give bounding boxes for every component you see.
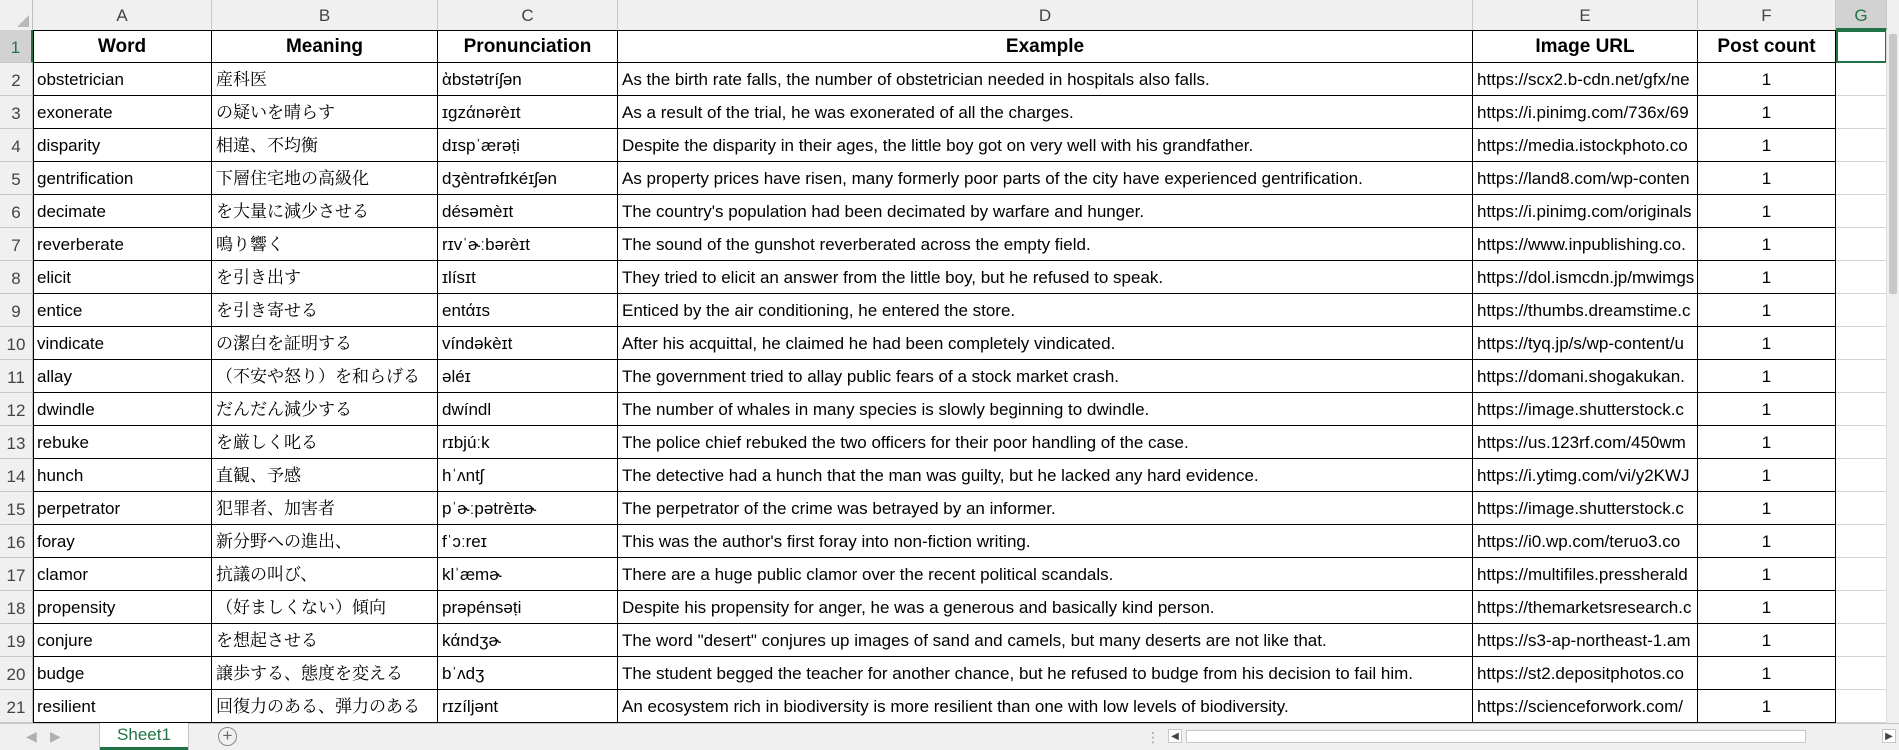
cell-word[interactable]: perpetrator bbox=[33, 492, 212, 525]
cell-count[interactable]: 1 bbox=[1698, 360, 1836, 393]
cell-empty[interactable] bbox=[1836, 228, 1887, 261]
cell-meaning[interactable]: （不安や怒り）を和らげる bbox=[212, 360, 438, 393]
cell-meaning[interactable]: 直観、予感 bbox=[212, 459, 438, 492]
cell-count[interactable]: 1 bbox=[1698, 294, 1836, 327]
cell-pron[interactable]: víndəkèɪt bbox=[438, 327, 618, 360]
row-header[interactable]: 2 bbox=[0, 63, 33, 96]
column-header-d[interactable]: D bbox=[618, 0, 1473, 30]
cell-meaning[interactable]: を厳しく叱る bbox=[212, 426, 438, 459]
cell-count[interactable]: 1 bbox=[1698, 129, 1836, 162]
cell-example[interactable]: As property prices have risen, many formerly poor parts of the city have experienced gentrification. bbox=[618, 162, 1473, 195]
cell-empty[interactable] bbox=[1836, 294, 1887, 327]
cell-empty[interactable] bbox=[1836, 393, 1887, 426]
cell-pron[interactable]: bˈʌdʒ bbox=[438, 657, 618, 690]
cell-pron[interactable]: klˈæmɚ bbox=[438, 558, 618, 591]
cell-example[interactable]: The number of whales in many species is slowly beginning to dwindle. bbox=[618, 393, 1473, 426]
cell-empty[interactable] bbox=[1836, 591, 1887, 624]
cell-url[interactable]: https://image.shutterstock.c bbox=[1473, 492, 1698, 525]
cell-url[interactable]: https://www.inpublishing.co. bbox=[1473, 228, 1698, 261]
cell-count[interactable]: 1 bbox=[1698, 492, 1836, 525]
next-sheet-icon[interactable]: ▶ bbox=[50, 728, 61, 744]
cell-word[interactable]: rebuke bbox=[33, 426, 212, 459]
cell-meaning[interactable]: 譲歩する、態度を変える bbox=[212, 657, 438, 690]
cell-url[interactable]: https://tyq.jp/s/wp-content/u bbox=[1473, 327, 1698, 360]
row-header[interactable]: 8 bbox=[0, 261, 33, 294]
row-header[interactable]: 11 bbox=[0, 360, 33, 393]
cell-count[interactable]: 1 bbox=[1698, 459, 1836, 492]
cell-count[interactable]: 1 bbox=[1698, 63, 1836, 96]
cell-meaning[interactable]: 鳴り響く bbox=[212, 228, 438, 261]
row-header[interactable]: 15 bbox=[0, 492, 33, 525]
cell-example[interactable]: The student begged the teacher for another chance, but he refused to budge from his decision to fail him. bbox=[618, 657, 1473, 690]
cell-count[interactable]: 1 bbox=[1698, 195, 1836, 228]
cell-example[interactable]: The detective had a hunch that the man was guilty, but he lacked any hard evidence. bbox=[618, 459, 1473, 492]
cell-count[interactable]: 1 bbox=[1698, 162, 1836, 195]
cell-word[interactable]: elicit bbox=[33, 261, 212, 294]
cell-count[interactable]: 1 bbox=[1698, 591, 1836, 624]
cell-url[interactable]: https://us.123rf.com/450wm bbox=[1473, 426, 1698, 459]
cell-url[interactable]: https://image.shutterstock.c bbox=[1473, 393, 1698, 426]
table-border-left bbox=[33, 30, 34, 723]
cell-count[interactable]: 1 bbox=[1698, 525, 1836, 558]
column-header-a[interactable]: A bbox=[33, 0, 212, 30]
cell-empty[interactable] bbox=[1836, 624, 1887, 657]
active-cell-g1[interactable] bbox=[1836, 30, 1887, 63]
cell-pron[interactable]: entάɪs bbox=[438, 294, 618, 327]
cell-example[interactable]: The government tried to allay public fears of a stock market crash. bbox=[618, 360, 1473, 393]
cell-count[interactable]: 1 bbox=[1698, 96, 1836, 129]
cell-empty[interactable] bbox=[1836, 327, 1887, 360]
cell-example[interactable]: Despite his propensity for anger, he was a generous and basically kind person. bbox=[618, 591, 1473, 624]
cell-word[interactable]: propensity bbox=[33, 591, 212, 624]
cell-example[interactable]: As a result of the trial, he was exonerated of all the charges. bbox=[618, 96, 1473, 129]
row-header[interactable]: 10 bbox=[0, 327, 33, 360]
cell-empty[interactable] bbox=[1836, 426, 1887, 459]
cell-word[interactable]: entice bbox=[33, 294, 212, 327]
column-header-f[interactable]: F bbox=[1698, 0, 1836, 30]
cell-example[interactable]: Despite the disparity in their ages, the little boy got on very well with his grandfather. bbox=[618, 129, 1473, 162]
horizontal-scroll-thumb[interactable] bbox=[1186, 730, 1806, 743]
cell-meaning[interactable]: 産科医 bbox=[212, 63, 438, 96]
column-header-b[interactable]: B bbox=[212, 0, 438, 30]
cell-meaning[interactable]: 抗議の叫び、 bbox=[212, 558, 438, 591]
column-header-c[interactable]: C bbox=[438, 0, 618, 30]
row-header[interactable]: 21 bbox=[0, 690, 33, 723]
cell-meaning[interactable]: の潔白を証明する bbox=[212, 327, 438, 360]
cell-word[interactable]: budge bbox=[33, 657, 212, 690]
cell-example[interactable]: The word "desert" conjures up images of sand and camels, but many deserts are not like that. bbox=[618, 624, 1473, 657]
select-all-corner[interactable] bbox=[0, 0, 33, 30]
cell-empty[interactable] bbox=[1836, 492, 1887, 525]
row-header[interactable]: 3 bbox=[0, 96, 33, 129]
cell-empty[interactable] bbox=[1836, 690, 1887, 723]
cell-url[interactable]: https://dol.ismcdn.jp/mwimgs bbox=[1473, 261, 1698, 294]
cell-empty[interactable] bbox=[1836, 657, 1887, 690]
cell-meaning[interactable]: 下層住宅地の高級化 bbox=[212, 162, 438, 195]
header-cell-pron[interactable]: Pronunciation bbox=[438, 30, 618, 63]
cell-url[interactable]: https://s3-ap-northeast-1.am bbox=[1473, 624, 1698, 657]
cell-word[interactable]: decimate bbox=[33, 195, 212, 228]
cell-pron[interactable]: fˈɔːreɪ bbox=[438, 525, 618, 558]
cell-example[interactable]: The country's population had been decimated by warfare and hunger. bbox=[618, 195, 1473, 228]
row-header[interactable]: 1 bbox=[0, 30, 33, 63]
cell-url[interactable]: https://land8.com/wp-conten bbox=[1473, 162, 1698, 195]
cell-meaning[interactable]: の疑いを晴らす bbox=[212, 96, 438, 129]
column-header-g[interactable]: G bbox=[1836, 0, 1887, 30]
row-header[interactable]: 5 bbox=[0, 162, 33, 195]
cell-meaning[interactable]: だんだん減少する bbox=[212, 393, 438, 426]
cell-url[interactable]: https://media.istockphoto.co bbox=[1473, 129, 1698, 162]
cell-word[interactable]: foray bbox=[33, 525, 212, 558]
row-header[interactable]: 9 bbox=[0, 294, 33, 327]
cell-pron[interactable]: prəpénsəṭi bbox=[438, 591, 618, 624]
cell-url[interactable]: https://domani.shogakukan. bbox=[1473, 360, 1698, 393]
cell-empty[interactable] bbox=[1836, 261, 1887, 294]
cell-empty[interactable] bbox=[1836, 96, 1887, 129]
cell-word[interactable]: resilient bbox=[33, 690, 212, 723]
cell-meaning[interactable]: を想起させる bbox=[212, 624, 438, 657]
cell-pron[interactable]: dʒèntrəfɪkéɪʃən bbox=[438, 162, 618, 195]
cell-meaning[interactable]: （好ましくない）傾向 bbox=[212, 591, 438, 624]
cell-empty[interactable] bbox=[1836, 525, 1887, 558]
cell-example[interactable]: Enticed by the air conditioning, he entered the store. bbox=[618, 294, 1473, 327]
cell-pron[interactable]: hˈʌntʃ bbox=[438, 459, 618, 492]
cell-empty[interactable] bbox=[1836, 195, 1887, 228]
scroll-right-icon[interactable]: ▶ bbox=[1882, 729, 1896, 743]
scroll-left-icon[interactable]: ◀ bbox=[1168, 729, 1182, 743]
cell-count[interactable]: 1 bbox=[1698, 657, 1836, 690]
cell-empty[interactable] bbox=[1836, 558, 1887, 591]
header-cell-meaning[interactable]: Meaning bbox=[212, 30, 438, 63]
vertical-scroll-thumb[interactable] bbox=[1889, 34, 1897, 294]
sheet-tab-bar bbox=[0, 723, 1899, 750]
cell-url[interactable]: https://thumbs.dreamstime.c bbox=[1473, 294, 1698, 327]
cell-word[interactable]: gentrification bbox=[33, 162, 212, 195]
cell-url[interactable]: https://multifiles.pressherald bbox=[1473, 558, 1698, 591]
cell-word[interactable]: clamor bbox=[33, 558, 212, 591]
cell-count[interactable]: 1 bbox=[1698, 426, 1836, 459]
row-header[interactable]: 16 bbox=[0, 525, 33, 558]
cell-example[interactable]: As the birth rate falls, the number of obstetrician needed in hospitals also falls. bbox=[618, 63, 1473, 96]
row-header[interactable]: 4 bbox=[0, 129, 33, 162]
row-header[interactable]: 7 bbox=[0, 228, 33, 261]
table-border-top bbox=[33, 30, 1836, 31]
cell-meaning[interactable]: 新分野への進出、 bbox=[212, 525, 438, 558]
row-header[interactable]: 6 bbox=[0, 195, 33, 228]
row-header[interactable]: 20 bbox=[0, 657, 33, 690]
cell-url[interactable]: https://scienceforwork.com/ bbox=[1473, 690, 1698, 723]
cell-url[interactable]: https://i.ytimg.com/vi/y2KWJ bbox=[1473, 459, 1698, 492]
cell-empty[interactable] bbox=[1836, 459, 1887, 492]
cell-pron[interactable]: rɪzíljənt bbox=[438, 690, 618, 723]
horizontal-scrollbar[interactable] bbox=[1166, 727, 1898, 747]
cell-pron[interactable]: rɪvˈɚːbərèɪt bbox=[438, 228, 618, 261]
cell-example[interactable]: An ecosystem rich in biodiversity is more resilient than one with low levels of biodiversity. bbox=[618, 690, 1473, 723]
cell-pron[interactable]: kάndʒɚ bbox=[438, 624, 618, 657]
cell-pron[interactable]: ɪlísɪt bbox=[438, 261, 618, 294]
cell-example[interactable]: The sound of the gunshot reverberated across the empty field. bbox=[618, 228, 1473, 261]
cell-meaning[interactable]: 相違、不均衡 bbox=[212, 129, 438, 162]
cell-empty[interactable] bbox=[1836, 360, 1887, 393]
cell-count[interactable]: 1 bbox=[1698, 327, 1836, 360]
add-sheet-button[interactable]: + bbox=[218, 727, 237, 746]
cell-meaning[interactable]: を大量に減少させる bbox=[212, 195, 438, 228]
cell-example[interactable]: There are a huge public clamor over the recent political scandals. bbox=[618, 558, 1473, 591]
sheet-tab-sheet1[interactable]: Sheet1 bbox=[100, 723, 188, 750]
cell-pron[interactable]: désəmèɪt bbox=[438, 195, 618, 228]
cell-pron[interactable]: dɪspˈærəṭi bbox=[438, 129, 618, 162]
cell-word[interactable]: vindicate bbox=[33, 327, 212, 360]
cell-meaning[interactable]: 犯罪者、加害者 bbox=[212, 492, 438, 525]
cell-example[interactable]: They tried to elicit an answer from the little boy, but he refused to speak. bbox=[618, 261, 1473, 294]
cell-pron[interactable]: pˈɚːpətrèɪtɚ bbox=[438, 492, 618, 525]
row-header[interactable]: 14 bbox=[0, 459, 33, 492]
cell-example[interactable]: The police chief rebuked the two officers for their poor handling of the case. bbox=[618, 426, 1473, 459]
cell-word[interactable]: exonerate bbox=[33, 96, 212, 129]
corner-triangle-icon bbox=[17, 15, 29, 27]
cell-word[interactable]: allay bbox=[33, 360, 212, 393]
cell-empty[interactable] bbox=[1836, 129, 1887, 162]
cell-url[interactable]: https://st2.depositphotos.co bbox=[1473, 657, 1698, 690]
cell-count[interactable]: 1 bbox=[1698, 261, 1836, 294]
row-header[interactable]: 12 bbox=[0, 393, 33, 426]
cell-url[interactable]: https://themarketsresearch.c bbox=[1473, 591, 1698, 624]
cell-meaning[interactable]: 回復力のある、弾力のある bbox=[212, 690, 438, 723]
cell-count[interactable]: 1 bbox=[1698, 228, 1836, 261]
cell-empty[interactable] bbox=[1836, 162, 1887, 195]
cell-count[interactable]: 1 bbox=[1698, 558, 1836, 591]
header-cell-word[interactable]: Word bbox=[33, 30, 212, 63]
cell-word[interactable]: conjure bbox=[33, 624, 212, 657]
cell-url[interactable]: https://scx2.b-cdn.net/gfx/ne bbox=[1473, 63, 1698, 96]
cell-word[interactable]: disparity bbox=[33, 129, 212, 162]
cell-meaning[interactable]: を引き寄せる bbox=[212, 294, 438, 327]
column-header-e[interactable]: E bbox=[1473, 0, 1698, 30]
prev-sheet-icon[interactable]: ◀ bbox=[26, 728, 37, 744]
header-cell-count[interactable]: Post count bbox=[1698, 30, 1836, 63]
row-header[interactable]: 18 bbox=[0, 591, 33, 624]
header-cell-example[interactable]: Example bbox=[618, 30, 1473, 63]
cell-pron[interactable]: rɪbjúːk bbox=[438, 426, 618, 459]
cell-empty[interactable] bbox=[1836, 63, 1887, 96]
cell-count[interactable]: 1 bbox=[1698, 690, 1836, 723]
cell-pron[interactable]: ὰbstətríʃən bbox=[438, 63, 618, 96]
cell-word[interactable]: hunch bbox=[33, 459, 212, 492]
cell-example[interactable]: This was the author's first foray into non-fiction writing. bbox=[618, 525, 1473, 558]
cell-count[interactable]: 1 bbox=[1698, 393, 1836, 426]
row-header[interactable]: 17 bbox=[0, 558, 33, 591]
cell-example[interactable]: After his acquittal, he claimed he had been completely vindicated. bbox=[618, 327, 1473, 360]
cell-url[interactable]: https://i.pinimg.com/736x/69 bbox=[1473, 96, 1698, 129]
cell-pron[interactable]: ɪgzάnərèɪt bbox=[438, 96, 618, 129]
cell-word[interactable]: reverberate bbox=[33, 228, 212, 261]
cell-url[interactable]: https://i0.wp.com/teruo3.co bbox=[1473, 525, 1698, 558]
row-header[interactable]: 13 bbox=[0, 426, 33, 459]
tab-splitter-handle[interactable]: ⋮ bbox=[1146, 729, 1159, 745]
cell-url[interactable]: https://i.pinimg.com/originals bbox=[1473, 195, 1698, 228]
header-cell-url[interactable]: Image URL bbox=[1473, 30, 1698, 63]
cell-count[interactable]: 1 bbox=[1698, 624, 1836, 657]
cell-word[interactable]: dwindle bbox=[33, 393, 212, 426]
row-header[interactable]: 19 bbox=[0, 624, 33, 657]
cell-meaning[interactable]: を引き出す bbox=[212, 261, 438, 294]
vertical-scrollbar[interactable] bbox=[1886, 30, 1899, 723]
cell-pron[interactable]: dwíndl bbox=[438, 393, 618, 426]
cell-pron[interactable]: əléɪ bbox=[438, 360, 618, 393]
cell-example[interactable]: The perpetrator of the crime was betrayed by an informer. bbox=[618, 492, 1473, 525]
cell-word[interactable]: obstetrician bbox=[33, 63, 212, 96]
